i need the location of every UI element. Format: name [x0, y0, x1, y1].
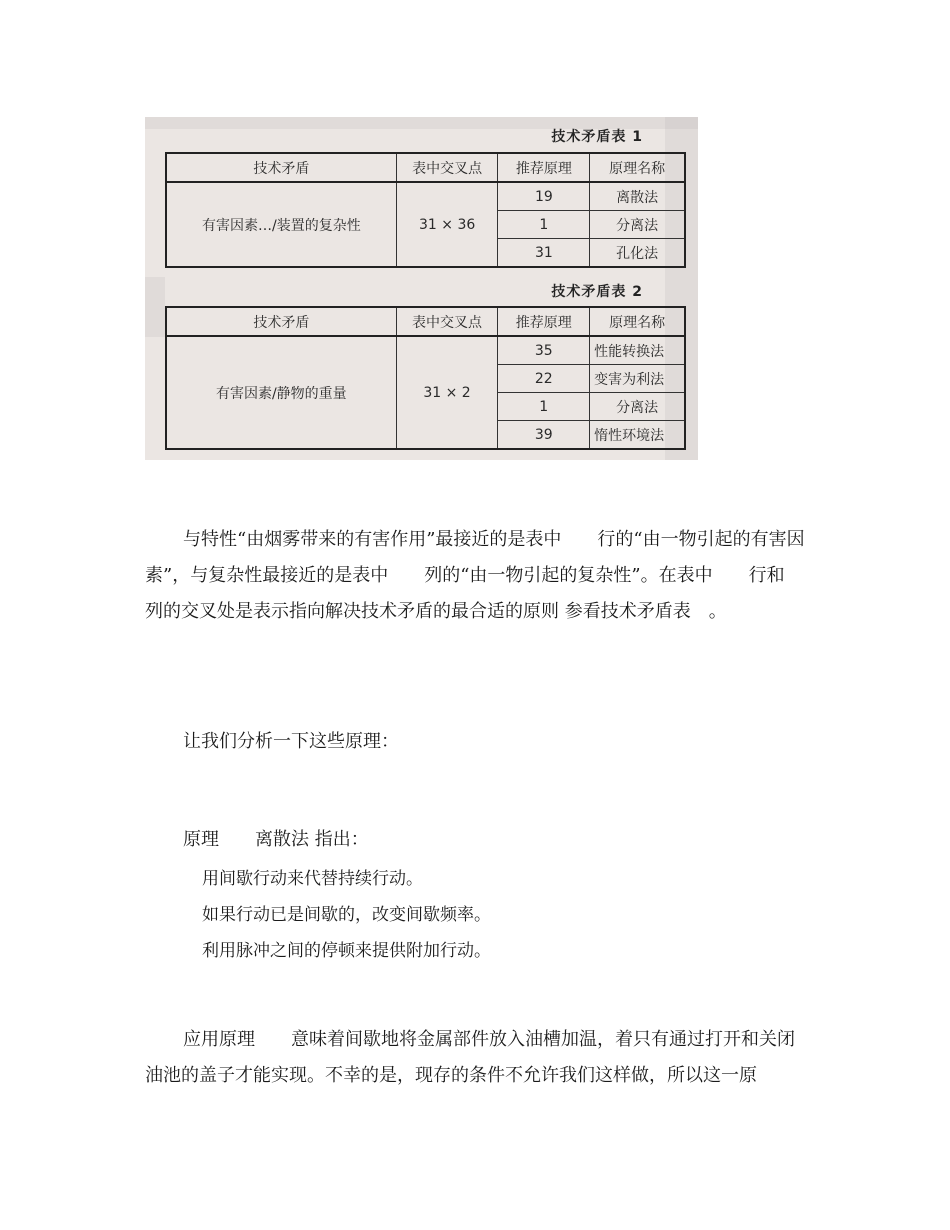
- principle-name: 分离法: [590, 393, 685, 421]
- header-principle-name: 原理名称: [590, 153, 685, 182]
- principle-name: 变害为利法: [590, 365, 685, 393]
- contradiction-table-2: [165, 306, 686, 450]
- principle-name: 孔化法: [590, 239, 685, 268]
- principle-number: 31: [498, 239, 590, 268]
- principle-name: 分离法: [590, 211, 685, 239]
- header-principle-number: 推荐原理: [498, 153, 590, 182]
- paragraph-intersection-explanation: 与特性“由烟雾带来的有害作用”最接近的是表中 行的“由一物引起的有害因素”，与复杂性最接近的是表中 列的“由一物引起的复杂性”。在表中 行和 列的交叉处是表示指向解决技术矛盾的最合适的原则 参看技术矛盾表 。: [145, 529, 821, 622]
- contradiction-cell: 有害因素/静物的重量: [166, 336, 396, 449]
- header-principle-name: 原理名称: [590, 307, 685, 336]
- principle-number: 39: [498, 421, 590, 450]
- header-contradiction: 技术矛盾: [166, 153, 396, 182]
- table-row: [166, 182, 685, 211]
- principle-number: 1: [498, 393, 590, 421]
- principle-number: 35: [498, 336, 590, 365]
- principle-number: 22: [498, 365, 590, 393]
- paragraph-analysis-intro: 让我们分析一下这些原理：: [183, 731, 399, 752]
- contradiction-table-1: [165, 152, 686, 268]
- paragraph-principle-heading: 原理 离散法 指出：: [183, 829, 369, 850]
- principle-name: 惰性环境法: [590, 421, 685, 450]
- principle-number: 1: [498, 211, 590, 239]
- list-item: 如果行动已是间歇的，改变间歇频率。: [202, 905, 491, 925]
- header-intersection: 表中交叉点: [396, 307, 498, 336]
- table-2-caption: 技术矛盾表 2: [551, 284, 643, 300]
- table-row: [166, 336, 685, 365]
- principle-name: 性能转换法: [590, 336, 685, 365]
- table-1-caption: 技术矛盾表 1: [551, 129, 643, 145]
- intersection-cell: 31 × 36: [396, 182, 498, 267]
- principle-name: 离散法: [590, 182, 685, 211]
- contradiction-cell: 有害因素…/装置的复杂性: [166, 182, 396, 267]
- list-item: 用间歇行动来代替持续行动。: [202, 869, 423, 889]
- intersection-cell: 31 × 2: [396, 336, 498, 449]
- scanned-tables-image: [145, 117, 698, 460]
- header-principle-number: 推荐原理: [498, 307, 590, 336]
- header-contradiction: 技术矛盾: [166, 307, 396, 336]
- header-intersection: 表中交叉点: [396, 153, 498, 182]
- principle-number: 19: [498, 182, 590, 211]
- paragraph-application: 应用原理 意味着间歇地将金属部件放入油槽加温，着只有通过打开和关闭油池的盖子才能实现。不幸的是，现存的条件不允许我们这样做，所以这一原: [145, 1029, 795, 1086]
- list-item: 利用脉冲之间的停顿来提供附加行动。: [202, 941, 491, 961]
